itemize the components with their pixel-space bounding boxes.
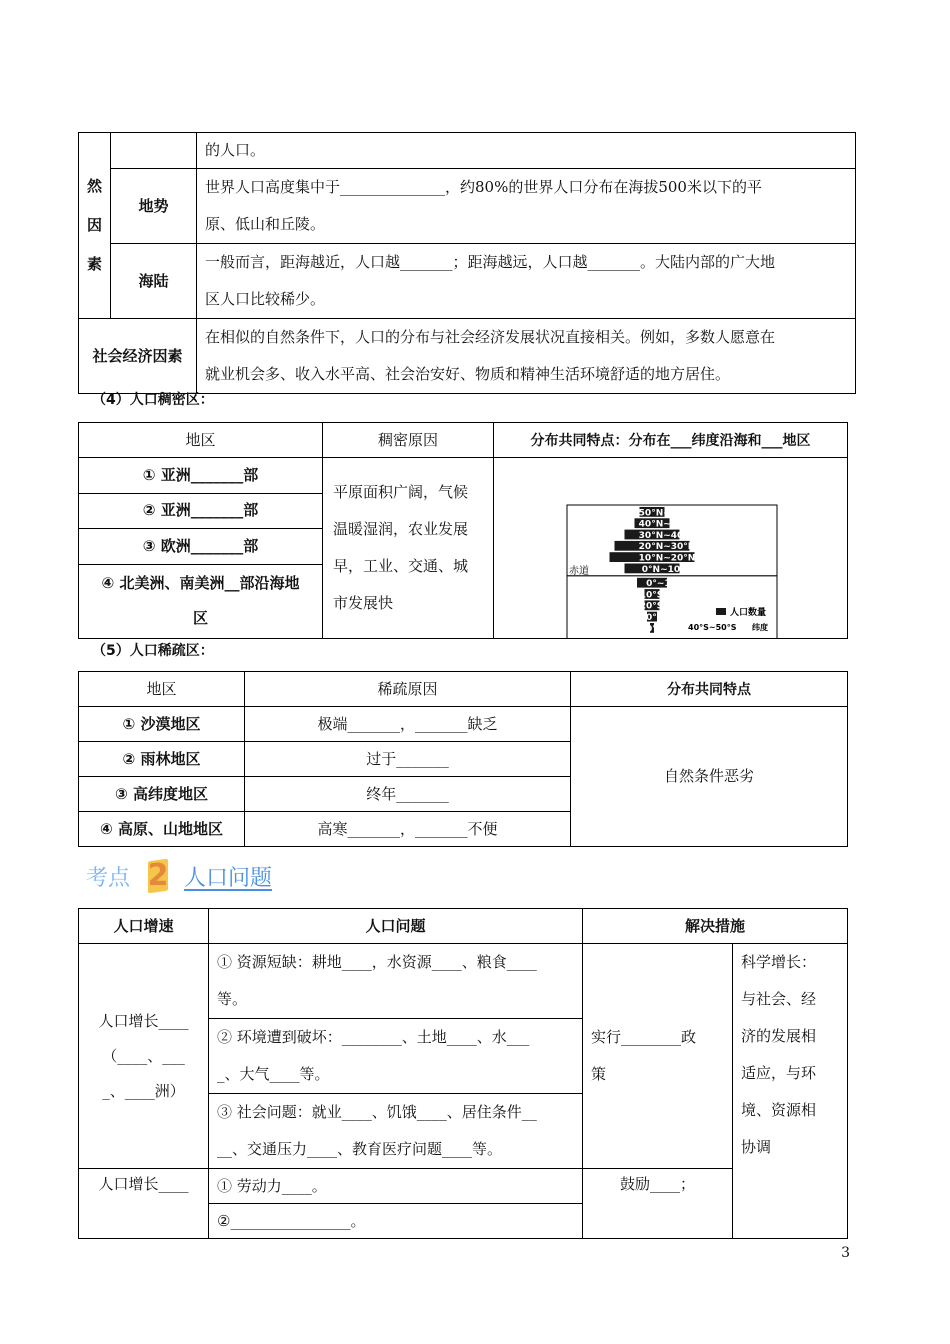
dense-header-reason: 稠密原因 (323, 423, 494, 458)
sparse-header-region: 地区 (79, 672, 245, 707)
problems-header-measure: 解决措施 (583, 909, 848, 944)
chart-bar-label: 0°~10°S (646, 579, 688, 590)
chart-bar-label: 40°S~50°S (639, 624, 695, 635)
section-number-badge (144, 858, 170, 894)
sparse-region-4: ④ 高原、山地地区 (79, 812, 245, 847)
dense-row-4: ④ 北美洲、南美洲__部沿海地 区 (79, 564, 323, 638)
chart-legend-axis: 纬度 (752, 623, 768, 632)
nature-side-label: 然因素 (79, 133, 111, 319)
terrain-label: 地势 (111, 169, 197, 244)
sparse-header-reason: 稀疏原因 (245, 672, 571, 707)
chart-bar-label: 30°N~40°N (638, 530, 696, 541)
section-number: 2 (147, 858, 169, 893)
chart-legend-label: 人口数量 (730, 608, 767, 618)
dense-row-3: ③ 欧洲_______部 (79, 529, 323, 565)
page-number: 3 (841, 1245, 850, 1261)
sparse-title: （5）人口稀疏区： (92, 643, 214, 659)
problem-environment: ② 环境遭到破坏：________、土地____、水___ _、大气____等。 (209, 1019, 583, 1094)
chart-bar-label: 10°S~20°S (639, 590, 695, 601)
social-label: 社会经济因素 (79, 319, 197, 394)
sparse-reason-3: 终年_______ (245, 777, 571, 812)
social-text: 在相似的自然条件下，人口的分布与社会经济发展状况直接相关。例如，多数人愿意在 就业机会多、收入水平高、社会治安好、物质和精神生活环境舒适的地方居住。 (197, 319, 856, 394)
sparse-header-common: 分布共同特点 (571, 672, 848, 707)
fast-growth: 人口增长____ （____、___ _、____洲） (79, 944, 209, 1169)
dense-row-2: ② 亚洲_______部 (79, 493, 323, 529)
policy-measure: 实行________政 策 (583, 944, 733, 1169)
dense-row-1: ① 亚洲_______部 (79, 458, 323, 494)
encourage-measure: 鼓励____； (583, 1169, 733, 1239)
sparse-reason-2: 过于_______ (245, 742, 571, 777)
terrain-text: 世界人口高度集中于______________，约80%的世界人口分布在海拔500米以下的平 原、低山和丘陵。 (197, 169, 856, 244)
section-kaodian: 考点 (86, 865, 131, 891)
nature-row0-text: 的人口。 (197, 133, 856, 169)
chart-bar-label: 10°N~20°N (638, 553, 696, 564)
problems-table (78, 908, 848, 1239)
sparse-region-2: ② 雨林地区 (79, 742, 245, 777)
sparse-reason-1: 极端_______，_______缺乏 (245, 707, 571, 742)
nature-table (78, 132, 856, 394)
sealand-label: 海陆 (111, 244, 197, 319)
problem-social: ③ 社会问题：就业____、饥饿____、居住条件__ __、交通压力____、教育医疗问题____等。 (209, 1094, 583, 1169)
science-growth: 科学增长： 与社会、经 济的发展相 适应，与环 境、资源相 协调 (733, 944, 848, 1239)
chart-bar-label: 50°N~60°N (638, 508, 696, 519)
sparse-reason-4: 高寒_______，_______不便 (245, 812, 571, 847)
section-title: 人口问题 (184, 865, 273, 891)
section-heading (86, 858, 272, 894)
problem-resources: ① 资源短缺：耕地____，水资源____、粮食____ 等。 (209, 944, 583, 1019)
chart-bar-label: 20°N~30°N (638, 542, 696, 553)
dense-table (78, 422, 848, 639)
sealand-text: 一般而言，距海越近，人口越_______；距海越远，人口越_______。大陆内部的广大地 区人口比较稀少。 (197, 244, 856, 319)
chart-bar-label: 30°S~40°S (639, 613, 695, 623)
chart-legend-swatch (716, 608, 726, 615)
chart-equator-label: 赤道 (569, 565, 589, 577)
dense-reason: 平原面积广阔，气候 温暖湿润，农业发展 早，工业、交通、城 市发展快 (323, 458, 494, 639)
sparse-region-3: ③ 高纬度地区 (79, 777, 245, 812)
chart-bar-label: 0°N~10°N (641, 564, 693, 575)
chart-legend-range: 40°S~50°S (688, 623, 737, 632)
latitude-population-chart (494, 458, 846, 638)
problems-header-speed: 人口增速 (79, 909, 209, 944)
problems-header-problem: 人口问题 (209, 909, 583, 944)
chart-bar-label: 40°N~50°N (638, 519, 696, 530)
sparse-region-1: ① 沙漠地区 (79, 707, 245, 742)
slow-growth: 人口增长____ (79, 1169, 209, 1239)
chart-bar-label: 20°S~30°S (639, 601, 695, 612)
chart-cell (494, 458, 848, 639)
sparse-table (78, 671, 848, 847)
dense-title: （4）人口稠密区： (92, 392, 214, 408)
dense-header-region: 地区 (79, 423, 323, 458)
sparse-common: 自然条件恶劣 (571, 707, 848, 847)
slow-problem-1: ① 劳动力____。 (209, 1169, 583, 1204)
dense-header-common: 分布共同特点：分布在___纬度沿海和___地区 (494, 423, 848, 458)
slow-problem-2: ②________________。 (209, 1204, 583, 1239)
